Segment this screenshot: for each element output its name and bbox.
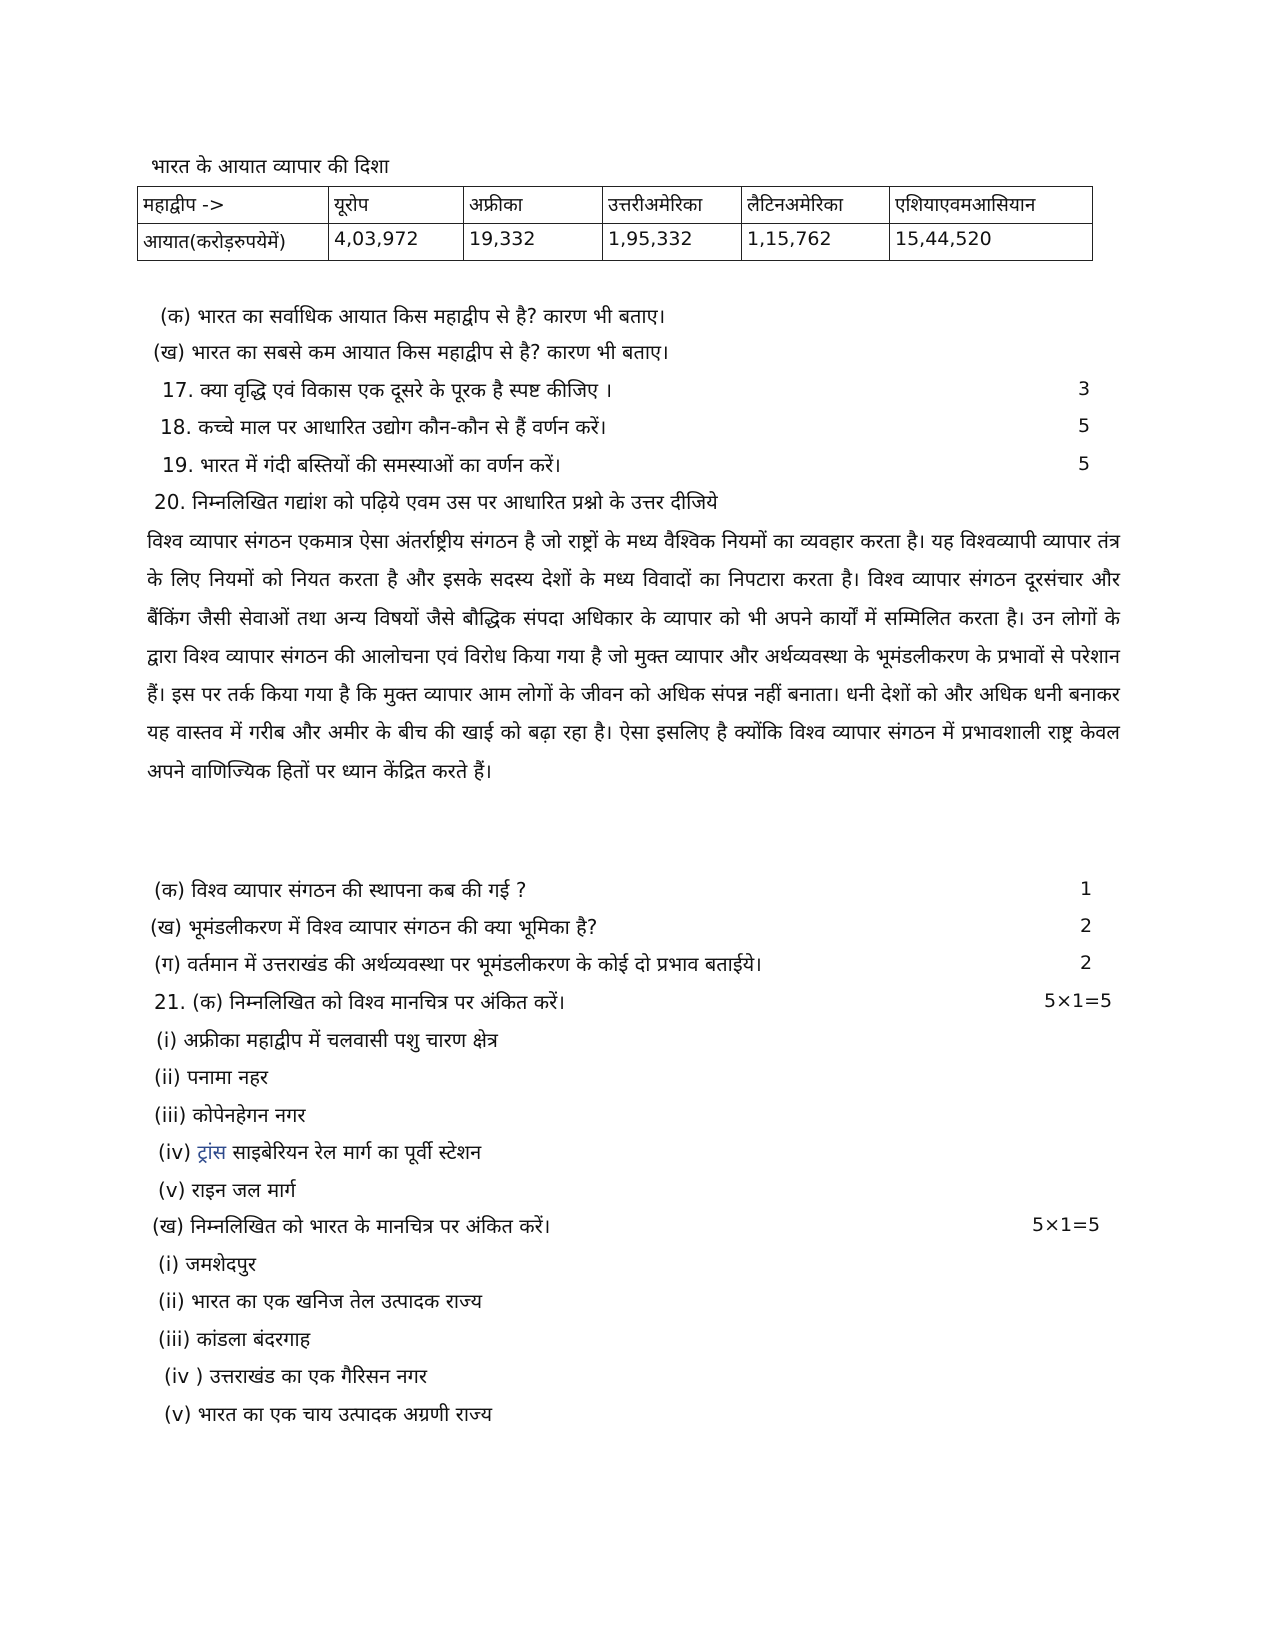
list-item: (v) भारत का एक चाय उत्पादक अग्रणी राज्य xyxy=(164,1402,493,1426)
list-item: (v) राइन जल मार्ग xyxy=(158,1178,296,1202)
marks-21b: 5×1=5 xyxy=(1032,1214,1101,1236)
table-cell: यूरोप xyxy=(329,187,464,224)
question-16b: (ख) भारत का सबसे कम आयात किस महाद्वीप से है? कारण भी बताए। xyxy=(153,340,669,364)
list-item xyxy=(158,1138,481,1165)
list-item: (iv ) उत्तराखंड का एक गैरिसन नगर xyxy=(164,1364,428,1388)
table-cell: 19,332 xyxy=(464,224,603,261)
question-21b: (ख) निम्नलिखित को भारत के मानचित्र पर अंकित करें। xyxy=(152,1214,551,1238)
table-cell: लैटिनअमेरिका xyxy=(742,187,890,224)
question-19: 19. भारत में गंदी बस्तियों की समस्याओं का वर्णन करें। xyxy=(162,453,561,477)
question-20b: (ख) भूमंडलीकरण में विश्व व्यापार संगठन की क्या भूमिका है? xyxy=(150,915,598,939)
marks-18: 5 xyxy=(1078,415,1091,437)
table-cell: उत्तरीअमेरिका xyxy=(603,187,742,224)
list-item: (iii) कोपेनहेगन नगर xyxy=(154,1103,306,1127)
table-cell: अफ्रीका xyxy=(464,187,603,224)
table-row xyxy=(138,224,1093,261)
list-item: (ii) पनामा नहर xyxy=(154,1065,269,1089)
list-item-number: (iv) xyxy=(158,1140,191,1164)
import-direction-table xyxy=(137,186,1093,261)
table-title: भारत के आयात व्यापार की दिशा xyxy=(151,154,390,178)
table-cell: महाद्वीप -> xyxy=(138,187,329,224)
marks-21a: 5×1=5 xyxy=(1044,990,1113,1012)
table-cell: आयात(करोड़रुपयेमें) xyxy=(138,224,329,261)
marks-17: 3 xyxy=(1078,378,1091,400)
list-item-rest: साइबेरियन रेल मार्ग का पूर्वी स्टेशन xyxy=(232,1140,482,1164)
question-17: 17. क्या वृद्धि एवं विकास एक दूसरे के पूरक है स्पष्ट कीजिए । xyxy=(162,378,613,402)
table-cell: 4,03,972 xyxy=(329,224,464,261)
list-item: (i) अफ्रीका महाद्वीप में चलवासी पशु चारण क्षेत्र xyxy=(156,1028,498,1052)
table-cell: एशियाएवमआसियान xyxy=(890,187,1093,224)
question-20-intro: 20. निम्नलिखित गद्यांश को पढ़िये एवम उस पर आधारित प्रश्नो के उत्तर दीजिये xyxy=(154,490,718,514)
marks-20c: 2 xyxy=(1080,952,1093,974)
question-20a: (क) विश्व व्यापार संगठन की स्थापना कब की गई ? xyxy=(154,878,527,902)
table-cell: 1,15,762 xyxy=(742,224,890,261)
table-header-row xyxy=(138,187,1093,224)
marks-20b: 2 xyxy=(1080,915,1093,937)
list-item: (i) जमशेदपुर xyxy=(158,1252,257,1276)
list-item: (iii) कांडला बंदरगाह xyxy=(158,1327,311,1351)
marks-20a: 1 xyxy=(1080,878,1093,900)
question-16a: (क) भारत का सर्वाधिक आयात किस महाद्वीप से है? कारण भी बताए। xyxy=(160,304,666,328)
list-item: (ii) भारत का एक खनिज तेल उत्पादक राज्य xyxy=(158,1289,483,1313)
question-20c: (ग) वर्तमान में उत्तराखंड की अर्थव्यवस्था पर भूमंडलीकरण के कोई दो प्रभाव बताईये। xyxy=(154,952,762,976)
marks-19: 5 xyxy=(1078,453,1091,475)
table-cell: 15,44,520 xyxy=(890,224,1093,261)
question-21a: 21. (क) निम्नलिखित को विश्व मानचित्र पर अंकित करें। xyxy=(154,990,565,1014)
passage: विश्व व्यापार संगठन एकमात्र ऐसा अंतर्राष्ट्रीय संगठन है जो राष्ट्रों के मध्य वैश्विक नियमों का व्यवहार करता है। यह विश्वव्यापी व्यापार तंत्र के लिए नियमों को नियत करता है और इसके सदस्य देशों के मध्य विवादों का निपटारा करता है। विश्व व्यापार संगठन दूरसंचार और बैंकिंग जैसी सेवाओं तथा अन्य विषयों जैसे बौद्धिक संपदा अधिकार के व्यापार को भी अपने कार्यों में सम्मिलित करता है। उन लोगों के द्वारा विश्व व्यापार संगठन की आलोचना एवं विरोध किया गया है जो मुक्त व्यापार और अर्थव्यवस्था के भूमंडलीकरण के प्रभावों से परेशान हैं। इस पर तर्क किया गया है कि मुक्त व्यापार आम लोगों के जीवन को अधिक संपन्न नहीं बनाता। धनी देशों को और अधिक धनी बनाकर यह वास्तव में गरीब और अमीर के बीच की खाई को बढ़ा रहा है। ऐसा इसलिए है क्योंकि विश्व व्यापार संगठन में प्रभावशाली राष्ट्र केवल अपने वाणिज्यिक हितों पर ध्यान केंद्रित करते हैं। xyxy=(147,529,1120,783)
trans-word: ट्रांस xyxy=(197,1140,227,1164)
question-18: 18. कच्चे माल पर आधारित उद्योग कौन-कौन से हैं वर्णन करें। xyxy=(160,415,607,439)
table-cell: 1,95,332 xyxy=(603,224,742,261)
